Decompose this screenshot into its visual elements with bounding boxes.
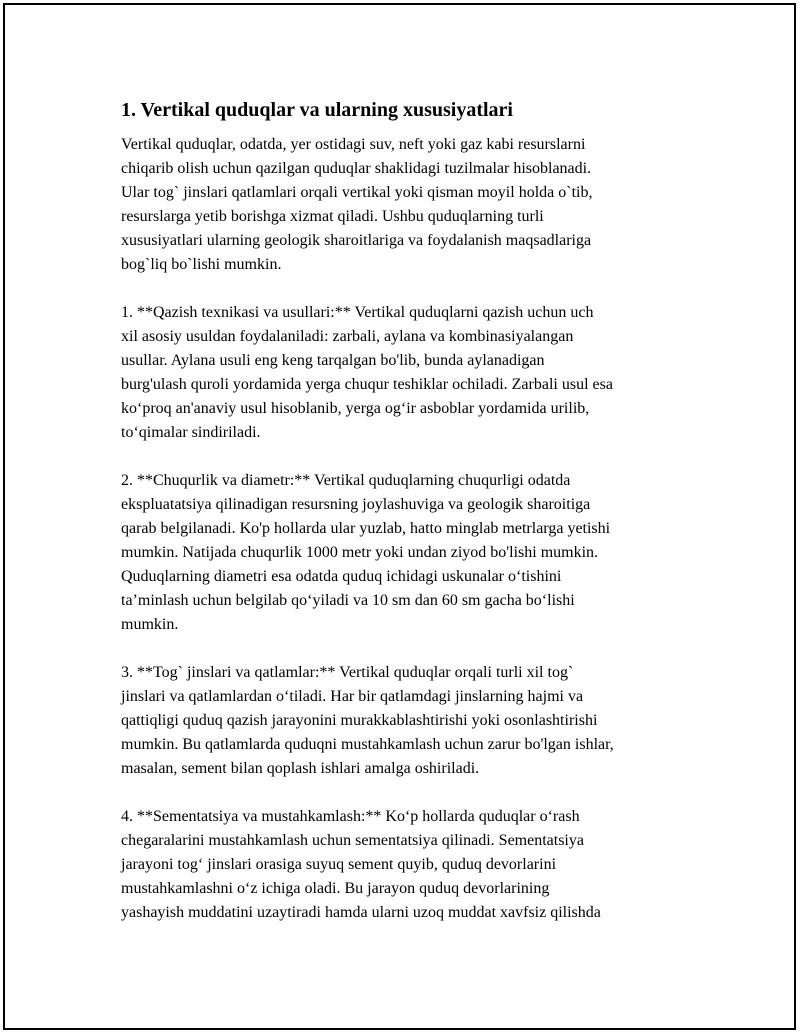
paragraph-line: xususiyatlari ularning geologik sharoitlariga va foydalanish maqsadlariga — [121, 232, 592, 249]
paragraph-line: 4. **Sementatsiya va mustahkamlash:** Ko‘p hollarda quduqlar o‘rash — [121, 808, 580, 825]
intro-paragraph — [121, 133, 701, 277]
paragraph-line: 3. **Tog` jinslari va qatlamlar:** Vertikal quduqlar orqali turli xil tog` — [121, 664, 574, 681]
paragraph-line: ekspluatatsiya qilinadigan resursning joylashuviga va geologik sharoitiga — [121, 496, 591, 513]
paragraph-line: chegaralarini mustahkamlash uchun sementatsiya qilinadi. Sementatsiya — [121, 832, 584, 849]
paragraph-line: burg'ulash quroli yordamida yerga chuqur teshiklar ochiladi. Zarbali usul esa — [121, 376, 613, 393]
paragraph-line: xil asosiy usuldan foydalaniladi: zarbali, aylana va kombinasiyalangan — [121, 328, 574, 345]
paragraph-line: jarayoni tog‘ jinslari orasiga suyuq sement quyib, quduq devorlarini — [121, 856, 557, 873]
paragraph-line: mumkin. — [121, 616, 179, 633]
paragraph-line: 1. **Qazish texnikasi va usullari:** Vertikal quduqlarni qazish uchun uch — [121, 304, 594, 321]
paragraph-line: yashayish muddatini uzaytiradi hamda ularni uzoq muddat xavfsiz qilishda — [121, 904, 601, 921]
paragraph-line: jinslari va qatlamlardan o‘tiladi. Har bir qatlamdagi jinslarning hajmi va — [121, 688, 584, 705]
section-cementation — [121, 805, 701, 925]
section-rock-layers — [121, 661, 701, 781]
paragraph-line: qarab belgilanadi. Ko'p hollarda ular yuzlab, hatto minglab metrlarga yetishi — [121, 520, 611, 537]
section-drilling-techniques — [121, 301, 701, 445]
paragraph-line: Vertikal quduqlar, odatda, yer ostidagi suv, neft yoki gaz kabi resurslarni — [121, 136, 586, 153]
paragraph-line: resurslarga yetib borishga xizmat qiladi. Ushbu quduqlarning turli — [121, 208, 544, 225]
paragraph-line: ko‘proq an'anaviy usul hisoblanib, yerga og‘ir asboblar yordamida urilib, — [121, 400, 590, 417]
paragraph-line: mumkin. Natijada chuqurlik 1000 metr yoki undan ziyod bo'lishi mumkin. — [121, 544, 599, 561]
paragraph-line: bog`liq bo`lishi mumkin. — [121, 256, 282, 273]
paragraph-line: Quduqlarning diametri esa odatda quduq ichidagi uskunalar o‘tishini — [121, 568, 562, 585]
section-depth-diameter — [121, 469, 701, 637]
paragraph-line: chiqarib olish uchun qazilgan quduqlar shaklidagi tuzilmalar hisoblanadi. — [121, 160, 592, 177]
paragraph-line: mustahkamlashni o‘z ichiga oladi. Bu jarayon quduq devorlarining — [121, 880, 550, 897]
paragraph-line: 2. **Chuqurlik va diametr:** Vertikal quduqlarning chuqurligi odatda — [121, 472, 571, 489]
document-body — [121, 97, 701, 949]
document-heading: 1. Vertikal quduqlar va ularning xususiyatlari — [121, 99, 513, 121]
paragraph-line: qattiqligi quduq qazish jarayonini murakkablashtirishi yoki osonlashtirishi — [121, 712, 598, 729]
paragraph-line: to‘qimalar sindiriladi. — [121, 424, 261, 441]
paragraph-line: ta’minlash uchun belgilab qo‘yiladi va 10 sm dan 60 sm gacha bo‘lishi — [121, 592, 575, 609]
page-frame — [3, 3, 796, 1030]
paragraph-line: masalan, sement bilan qoplash ishlari amalga oshiriladi. — [121, 760, 480, 777]
paragraph-line: usullar. Aylana usuli eng keng tarqalgan bo'lib, bunda aylanadigan — [121, 352, 545, 369]
paragraph-line: mumkin. Bu qatlamlarda quduqni mustahkamlash uchun zarur bo'lgan ishlar, — [121, 736, 614, 753]
paragraph-line: Ular tog` jinslari qatlamlari orqali vertikal yoki qisman moyil holda o`tib, — [121, 184, 593, 201]
